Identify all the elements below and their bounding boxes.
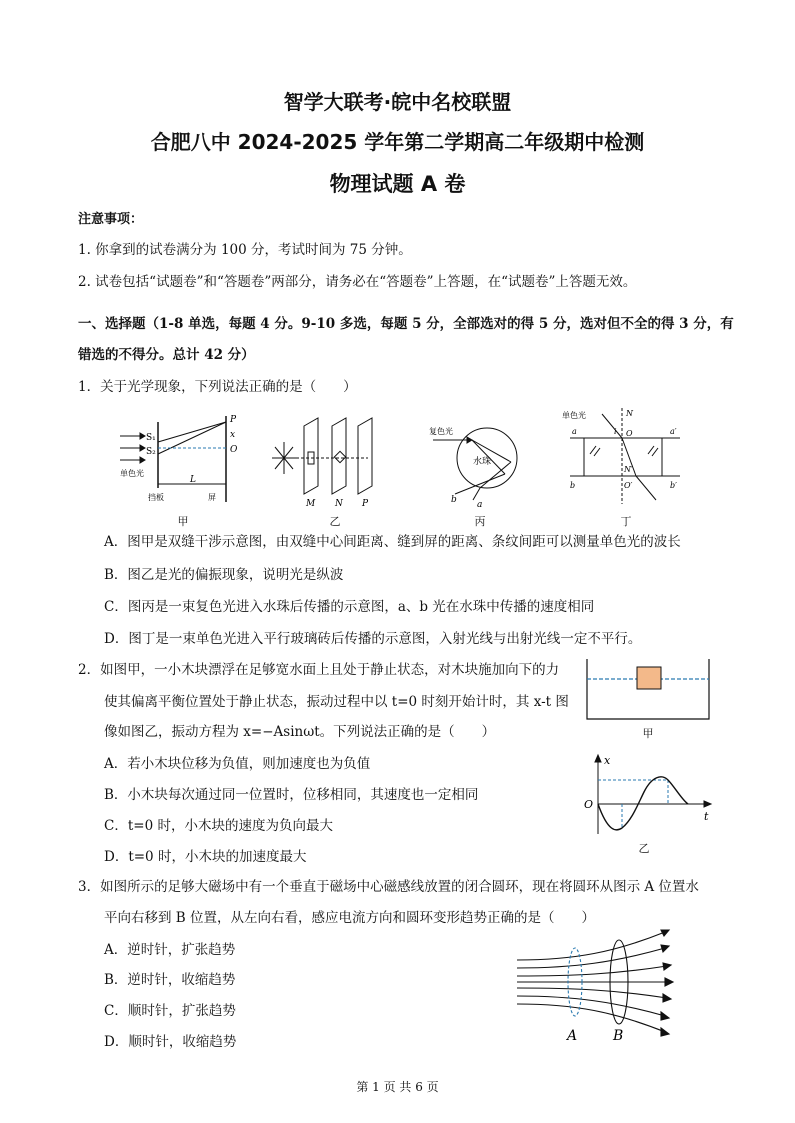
- ding-b: b: [570, 481, 576, 490]
- bing-a: a: [477, 500, 483, 510]
- ding-light: 单色光: [562, 411, 586, 420]
- ding-b-prime: b′: [670, 481, 677, 490]
- q2-option-c: C．t=0 时，小木块的速度为负向最大: [104, 818, 333, 834]
- yi-n: N: [335, 499, 343, 509]
- ding-i: i: [614, 427, 617, 436]
- exam-title-subject: 物理试题 A 卷: [329, 172, 466, 196]
- q2-figure-jia: [585, 655, 713, 723]
- notes-heading: 注意事项：: [78, 212, 144, 227]
- q3-stem-line1: 3．如图所示的足够大磁场中有一个垂直于磁场中心磁感线放置的闭合圆环，现在将圆环从图示 A 位置水: [78, 879, 699, 895]
- q1-figure-bing: [425, 412, 535, 512]
- bing-light: 复色光: [429, 427, 453, 436]
- q1-option-c: C．图丙是一束复色光进入水珠后传播的示意图，a、b 光在水珠中传播的速度相同: [104, 599, 595, 615]
- ding-o: O: [626, 429, 633, 438]
- note-item-2: 2. 试卷包括“试题卷”和“答题卷”两部分，请务必在“答题卷”上答题，在“试题卷”上答题无效。: [78, 274, 637, 290]
- q2-axis-x: x: [604, 754, 611, 767]
- page-footer: 第 1 页 共 6 页: [356, 1080, 439, 1094]
- q2-figure-yi: [578, 752, 718, 842]
- q1-figure-yi: [270, 412, 380, 512]
- q1-fig-label-bing: 丙: [474, 515, 486, 528]
- jia-x: x: [230, 430, 236, 440]
- q1-fig-label-ding: 丁: [620, 515, 632, 528]
- ding-o-prime: O′: [624, 481, 633, 490]
- ding-n: N: [626, 409, 633, 418]
- q2-option-d: D．t=0 时，小木块的加速度最大: [104, 849, 307, 865]
- jia-s1: S₁: [146, 433, 156, 443]
- jia-p: P: [230, 415, 237, 425]
- jia-s2: S₂: [146, 447, 156, 457]
- exam-title-alliance: 智学大联考·皖中名校联盟: [283, 90, 512, 114]
- q3-option-d: D．顺时针，收缩趋势: [104, 1034, 237, 1050]
- q2-fig-label-yi: 乙: [638, 842, 650, 855]
- ding-n-prime: N′: [624, 465, 633, 474]
- q2-stem-line1: 2．如图甲，一小木块漂浮在足够宽水面上且处于静止状态，对木块施加向下的力: [78, 662, 560, 678]
- note-item-1: 1. 你拿到的试卷满分为 100 分，考试时间为 75 分钟。: [78, 242, 412, 258]
- q3-label-a: A: [567, 1028, 578, 1044]
- bing-drop: 水珠: [473, 457, 492, 467]
- q2-axis-t: t: [704, 810, 709, 823]
- q1-option-d: D．图丁是一束单色光进入平行玻璃砖后传播的示意图，入射光线与出射光线一定不平行。: [104, 631, 642, 647]
- q3-option-a: A．逆时针，扩张趋势: [104, 942, 236, 958]
- jia-light: 单色光: [120, 469, 144, 478]
- q2-stem-line3: 像如图乙，振动方程为 x=−Asinωt。下列说法正确的是（ ）: [104, 724, 496, 740]
- exam-title-school: 合肥八中 2024-2025 学年第二学期高二年级期中检测: [150, 130, 645, 154]
- q1-figure-ding: [562, 404, 692, 512]
- jia-l: L: [190, 475, 196, 485]
- q1-fig-label-yi: 乙: [329, 515, 341, 528]
- ding-a: a: [572, 427, 577, 436]
- section1-heading-line1: 一、选择题（1-8 单选，每题 4 分。9-10 多选，每题 5 分，全部选对的得 5 分，选对但不全的得 3 分，有: [78, 316, 734, 332]
- jia-screen: 屏: [208, 493, 216, 502]
- q1-figure-jia: [118, 412, 248, 512]
- ding-a-prime: a′: [670, 427, 677, 436]
- jia-o: O: [230, 445, 238, 455]
- q1-option-b: B．图乙是光的偏振现象，说明光是纵波: [104, 567, 344, 583]
- q3-stem-line2: 平向右移到 B 位置，从左向右看，感应电流方向和圆环变形趋势正确的是（ ）: [104, 910, 596, 926]
- q1-option-a: A．图甲是双缝干涉示意图，由双缝中心间距离、缝到屏的距离、条纹间距可以测量单色光的波长: [104, 534, 681, 550]
- q2-option-a: A．若小木块位移为负值，则加速度也为负值: [104, 756, 371, 772]
- q2-stem-line2: 使其偏离平衡位置处于静止状态，振动过程中以 t=0 时刻开始计时，其 x-t 图: [104, 694, 569, 710]
- q3-option-b: B．逆时针，收缩趋势: [104, 972, 236, 988]
- q2-origin: O: [584, 798, 594, 811]
- q3-figure-magnetic-field: [515, 926, 685, 1048]
- q2-fig-label-jia: 甲: [642, 727, 654, 740]
- q2-option-b: B．小木块每次通过同一位置时，位移相同，其速度也一定相同: [104, 787, 479, 803]
- yi-m: M: [306, 499, 316, 509]
- yi-p: P: [362, 499, 369, 509]
- q1-stem: 1．关于光学现象，下列说法正确的是（ ）: [78, 379, 357, 395]
- bing-b: b: [451, 495, 457, 505]
- jia-board: 挡板: [148, 493, 164, 502]
- q3-label-b: B: [613, 1028, 624, 1044]
- q3-option-c: C．顺时针，扩张趋势: [104, 1003, 236, 1019]
- q1-fig-label-jia: 甲: [177, 515, 189, 528]
- section1-heading-line2: 错选的不得分。总计 42 分）: [78, 347, 255, 363]
